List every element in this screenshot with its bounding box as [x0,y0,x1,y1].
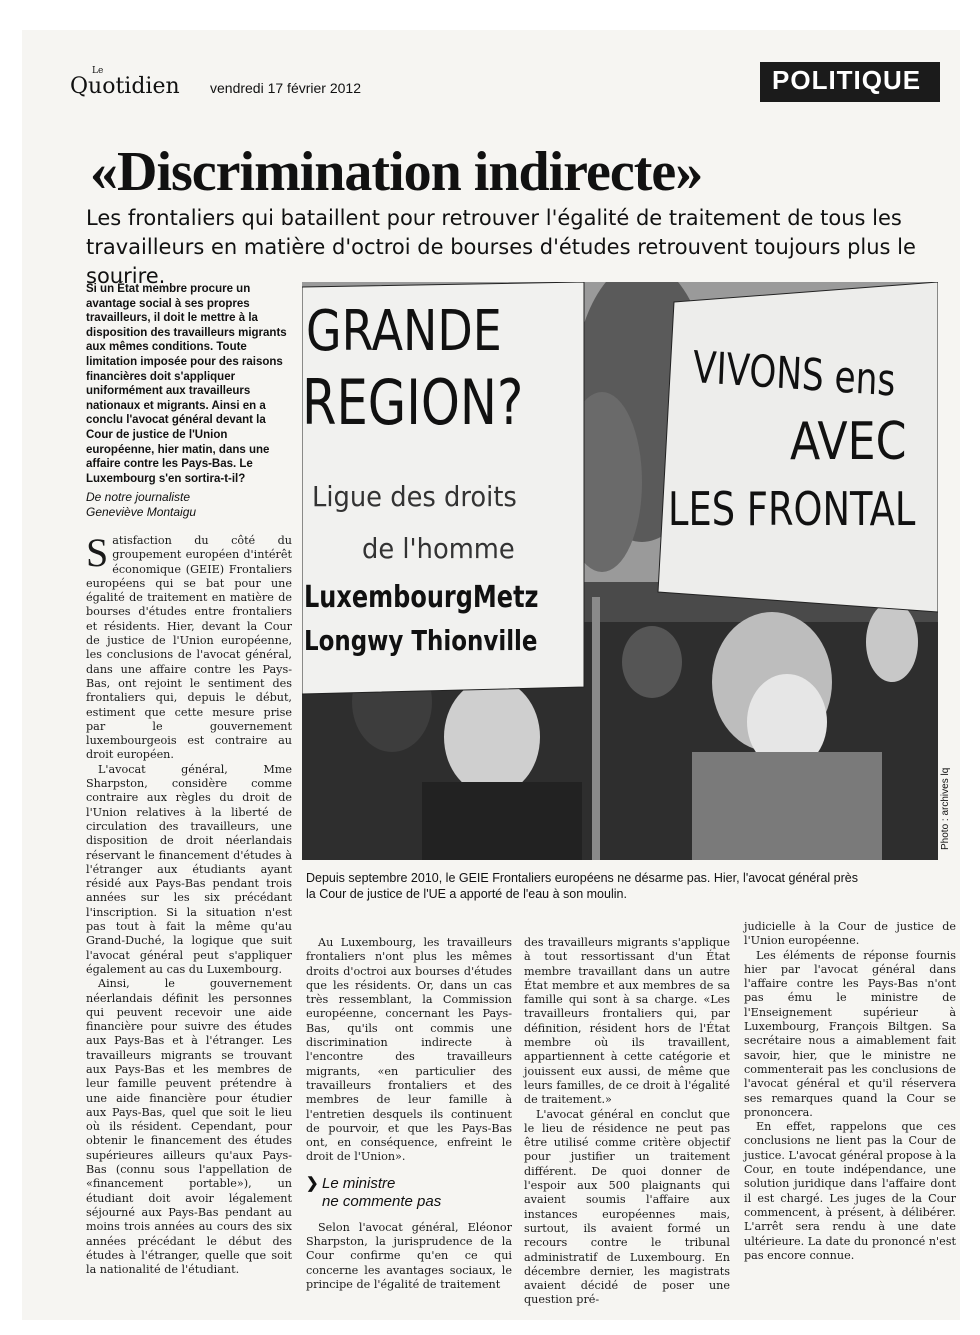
sign-left-line-3: Ligue des droits [312,480,517,513]
photo-caption: Depuis septembre 2010, le GEIE Frontaliers européens ne désarme pas. Hier, l'avocat général près la Cour de justice de l'UE a apporté de l'eau à son moulin. [306,871,858,901]
byline-role: De notre journaliste [86,490,191,504]
body-paragraph: judicielle à la Cour de justice de l'Union européenne. [744,920,956,948]
sign-left-line-5: LuxembourgMetz [304,580,539,615]
body-paragraph: Selon l'avocat général, Eléonor Sharpston, la jurisprudence de la Cour confirme qu'en ce qui concerne les avantages sociaux, le principe de l'égalité de traitement [306,1220,512,1291]
chapo: Si un État membre procure un avantage social à ses propres travailleurs, il doit le mettre à la disposition des travailleurs migrants aux mêmes conditions. Toute limitation imposée pour des raisons financières doit s'appliquer uniformément aux travailleurs nationaux et migrants. Ainsi en a conclu l'avocat général devant la Cour de justice de l'Union européenne, hier matin, dans une affaire contre les Pays-Bas. Le Luxembourg s'en sortira-t-il? [86,283,287,485]
body-paragraph: Les éléments de réponse fournis hier par l'avocat général dans l'affaire contre les Pays-Bas n'ont pas ému le ministre de l'Enseignement supérieur à Luxembourg, François Biltgen. Sa secrétaire nous a aimablement fait savoir, hier, que le ministre ne commenterait pas les conclusions de l'avocat général et qu'il réservera ses remarques quand la Cour se prononcera. [744,948,956,1119]
subheading [306,1175,512,1211]
sign-left-line-1: GRANDE [306,299,502,364]
logo-name: Quotidien [70,74,180,99]
article-column-4 [744,920,956,1280]
byline [86,490,292,520]
sign-right-line-3: LES FRONTAL [668,482,916,536]
subheading-line-1: Le ministre [322,1174,396,1192]
section-rubric: POLITIQUE [760,62,940,102]
chevron-right-icon: ❯ [306,1174,319,1192]
logo-article: Le [92,66,104,76]
drop-cap: S [86,530,109,575]
article-column-1 [86,530,292,1284]
deck: Les frontaliers qui bataillent pour retrouver l'égalité de traitement de tous les travailleurs en matière d'octroi de bourses d'études retrouvent toujours plus le sourire. [86,206,916,288]
masthead [70,65,950,106]
body-paragraph: En effet, rappelons que ces conclusions ne lient pas la Cour de justice. L'avocat général propose à la Cour, en toute indépendance, une solution juridique dans l'affaire dont il est chargé. Les juges de la Cour commencent, à présent, à délibérer. L'arrêt sera rendu à une date ultérieure. La date du prononcé n'est pas encore connue. [744,1120,956,1262]
sign-left-line-4: de l'homme [362,532,515,565]
body-paragraph: Au Luxembourg, les travailleurs frontaliers n'ont plus les mêmes droits d'octroi aux bourses d'études que les résidents. Or, dans un cas très ressemblant, la Commission européenne, concernant les Pays-Bas, qu'ils ont commis une discrimination indirecte à l'encontre des travailleurs migrants, «en particulier des travailleurs frontaliers et des membres de leur famille à l'entretien desquels ils continuent de pourvoir, et que les Pays-Bas ont, en conséquence, enfreint le droit de l'Union». [306,936,512,1164]
sign-right-line-1: VIVONS ens [691,342,897,407]
sign-left-line-2: REGION? [302,366,524,439]
article-column-3 [524,936,730,1307]
subheading-line-2: ne commente pas [322,1192,442,1210]
body-paragraph: atisfaction du côté du groupement européen d'intérêt économique (GEIE) Frontaliers européens qui se bat pour une égalité de traitement en matière de bourses d'études entre frontaliers et résidents. Hier, devant la Cour de justice de l'Union européenne, les conclusions de l'avocat général, dans une affaire contre les Pays-Bas, ont rejoint le sentiment des frontaliers qui, depuis le début, estiment que cette mesure prise par le gouvernement luxembourgeois est contraire au droit européen. [86,534,292,762]
article-column-2 [306,936,512,1291]
body-paragraph: L'avocat général, Mme Sharpston, considère comme contraire aux règles du droit de l'Union relatives à la liberté de circulation des travailleurs, une disposition de droit néerlandais réservant le financement d'études à l'étranger aux étudiants ayant résidé aux Pays-Bas pendant trois années sur les six précédant l'inscription. Si la situation n'est pas tout à fait la même qu'au Grand-Duché, la logique que suit l'avocat général peut s'appliquer également au cas du Luxembourg. [86,762,292,976]
sign-right-line-2: AVEC [790,412,907,472]
body-paragraph: Ainsi, le gouvernement néerlandais définit les personnes qui peuvent recevoir une aide financière pour suivre des études aux Pays-Bas et à l'étranger. Les travailleurs migrants se trouvant aux Pays-Bas et les membres de leur famille peuvent prétendre à une aide financière pour étudier aux Pays-Bas, quel que soit le lieu où ils résident. Cependant, pour obtenir le financement des études supérieures ailleurs qu'aux Pays-Bas (connu sous l'appellation de «financement portable»), un étudiant doit avoir légalement séjourné aux Pays-Bas pendant au moins trois années au cours des six années précédant le début des études à l'étranger, quelle que soit la nationalité de l'étudiant. [86,977,292,1277]
issue-date: vendredi 17 février 2012 [210,80,361,96]
headline: «Discrimination indirecte» [90,141,703,203]
protest-photo [302,282,938,860]
body-paragraph: L'avocat général en conclut que le lieu de résidence ne peut pas être utilisé comme critère objectif pour justifier un traitement différent. De quoi donner de l'espoir aux 500 plaignants qui avaient soumis l'affaire aux instances européennes mais, surtout, ils avaient formé un recours contre le tribunal administratif de Luxembourg. En décembre dernier, les magistrats avaient décidé de poser une question pré- [524,1107,730,1307]
sign-left-line-6: Longwy Thionville [304,624,538,657]
byline-author: Geneviève Montaigu [86,505,197,519]
photo-credit [938,690,958,860]
photo-credit-text: Photo : archives lq [940,767,951,850]
body-paragraph: des travailleurs migrants s'applique à tout ressortissant d'un État membre travaillant dans un autre État membre et aux membres de sa famille qui sont à sa charge. «Les travailleurs frontaliers qui, par définition, résident hors de l'État membre où ils travaillent, appartiennent à cette catégorie et jouissent eux aussi, de même que leurs familles, de ce droit à l'égalité de traitement.» [524,936,730,1107]
